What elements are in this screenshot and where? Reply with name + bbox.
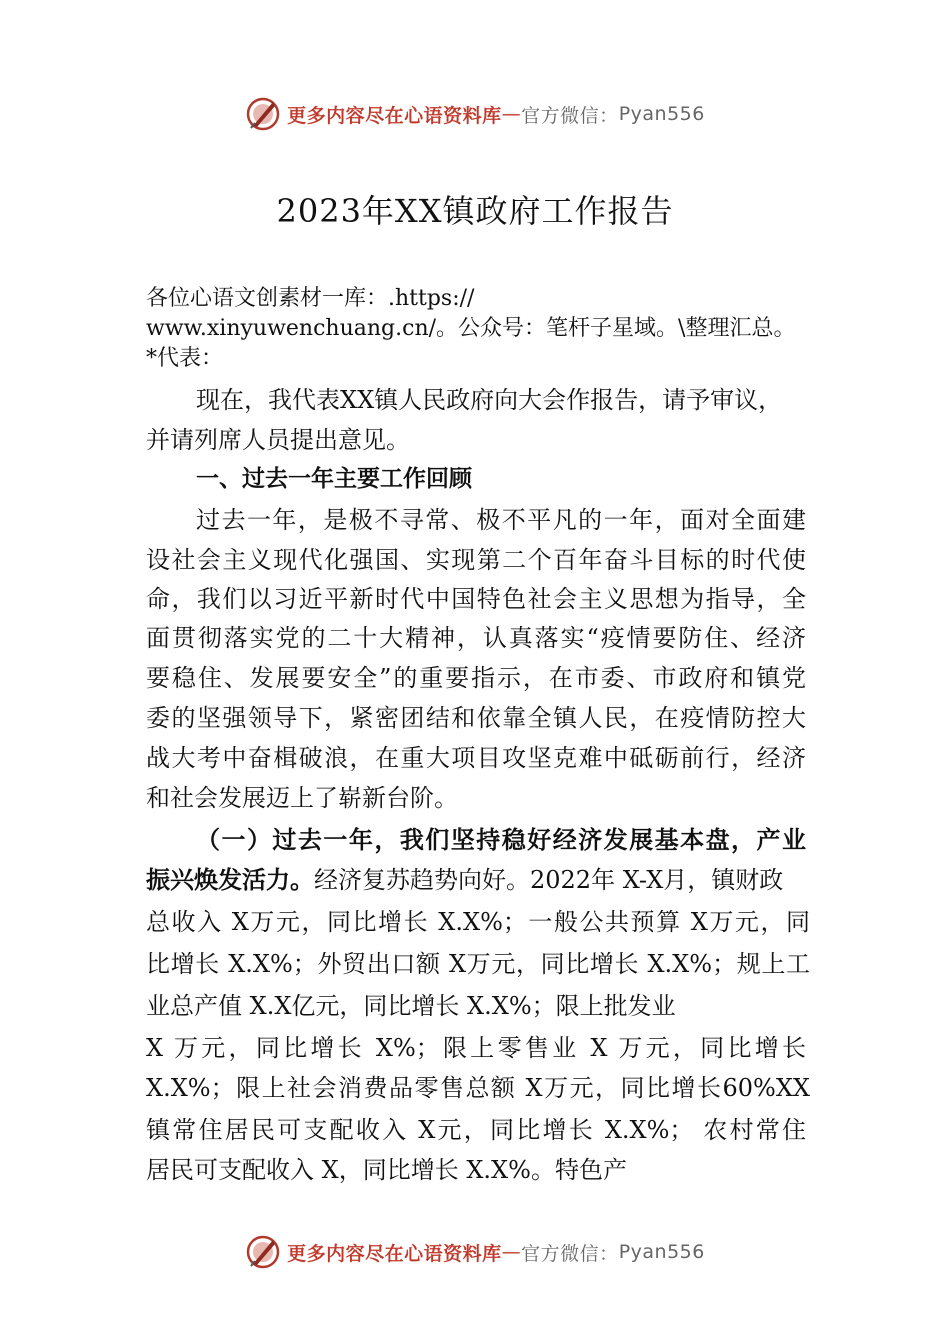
paragraph-line: 面贯彻落实党的二十大精神，认真落实“疫情要防住、经济	[146, 624, 806, 652]
watermark-banner-bottom	[0, 1232, 950, 1272]
watermark-wechat-id: Pyan556	[618, 103, 705, 125]
paragraph-line: 委的坚强领导下，紧密团结和依靠全镇人民，在疫情防控大	[146, 704, 806, 732]
salutation-line: www.xinyuwenchuang.cn/。公众号：笔杆子星域。\整理汇总。	[146, 316, 796, 341]
document-title: 2023年XX镇政府工作报告	[276, 192, 674, 230]
paragraph-line: X.X%；限上社会消费品零售总额 X万元，同比增长60%XX	[146, 1074, 810, 1102]
paragraph-text: 经济复苏趋势向好。2022年 X-X月，镇财政	[314, 866, 784, 894]
quill-seal-logo-icon	[245, 96, 281, 132]
paragraph-line: 过去一年，是极不寻常、极不平凡的一年，面对全面建	[196, 506, 806, 534]
paragraph-line: X 万元，同比增长 X%；限上零售业 X 万元，同比增长	[146, 1034, 806, 1062]
paragraph-line: 总收入 X万元，同比增长 X.X%；一般公共预算 X万元，同	[146, 908, 810, 936]
salutation-line: *代表：	[146, 346, 224, 371]
paragraph-line: 和社会发展迈上了崭新台阶。	[146, 784, 458, 812]
watermark-dash: —	[501, 1241, 522, 1263]
paragraph-line: 并请列席人员提出意见。	[146, 426, 410, 454]
paragraph-line: 居民可支配收入 X，同比增长 X.X%。特色产	[146, 1156, 627, 1184]
paragraph-line: 业总产值 X.X亿元，同比增长 X.X%；限上批发业	[146, 992, 676, 1020]
paragraph-line: 命，我们以习近平新时代中国特色社会主义思想为指导，全	[146, 585, 806, 613]
watermark-label: 官方微信：	[521, 104, 619, 127]
paragraph-line: 现在，我代表XX镇人民政府向大会作报告，请予审议，	[196, 386, 783, 414]
section-heading: 一、过去一年主要工作回顾	[196, 466, 472, 492]
salutation-line: 各位心语文创素材一库：.https://	[146, 286, 475, 311]
watermark-wechat-id: Pyan556	[618, 1241, 705, 1263]
paragraph-line: 要稳住、发展要安全”的重要指示，在市委、市政府和镇党	[146, 664, 806, 692]
watermark-banner-top	[0, 94, 950, 134]
subsection-heading: （一）过去一年，我们坚持稳好经济发展基本盘，产业	[196, 825, 806, 854]
watermark-dash: —	[501, 103, 522, 125]
watermark-highlight-text: 更多内容尽在心语资料库	[287, 104, 502, 127]
watermark-label: 官方微信：	[521, 1242, 619, 1265]
paragraph-line: 设社会主义现代化强国、实现第二个百年奋斗目标的时代使	[146, 546, 806, 574]
paragraph-line: 战大考中奋楫破浪，在重大项目攻坚克难中砥砺前行，经济	[146, 744, 806, 772]
subsection-heading-tail: 振兴焕发活力。	[146, 865, 314, 894]
paragraph-line: 比增长 X.X%；外贸出口额 X万元，同比增长 X.X%；规上工	[146, 950, 810, 978]
quill-seal-logo-icon	[245, 1234, 281, 1270]
watermark-highlight-text: 更多内容尽在心语资料库	[287, 1242, 502, 1265]
paragraph-line	[146, 865, 826, 894]
paragraph-line: 镇常住居民可支配收入 X元，同比增长 X.X%； 农村常住	[146, 1116, 806, 1144]
